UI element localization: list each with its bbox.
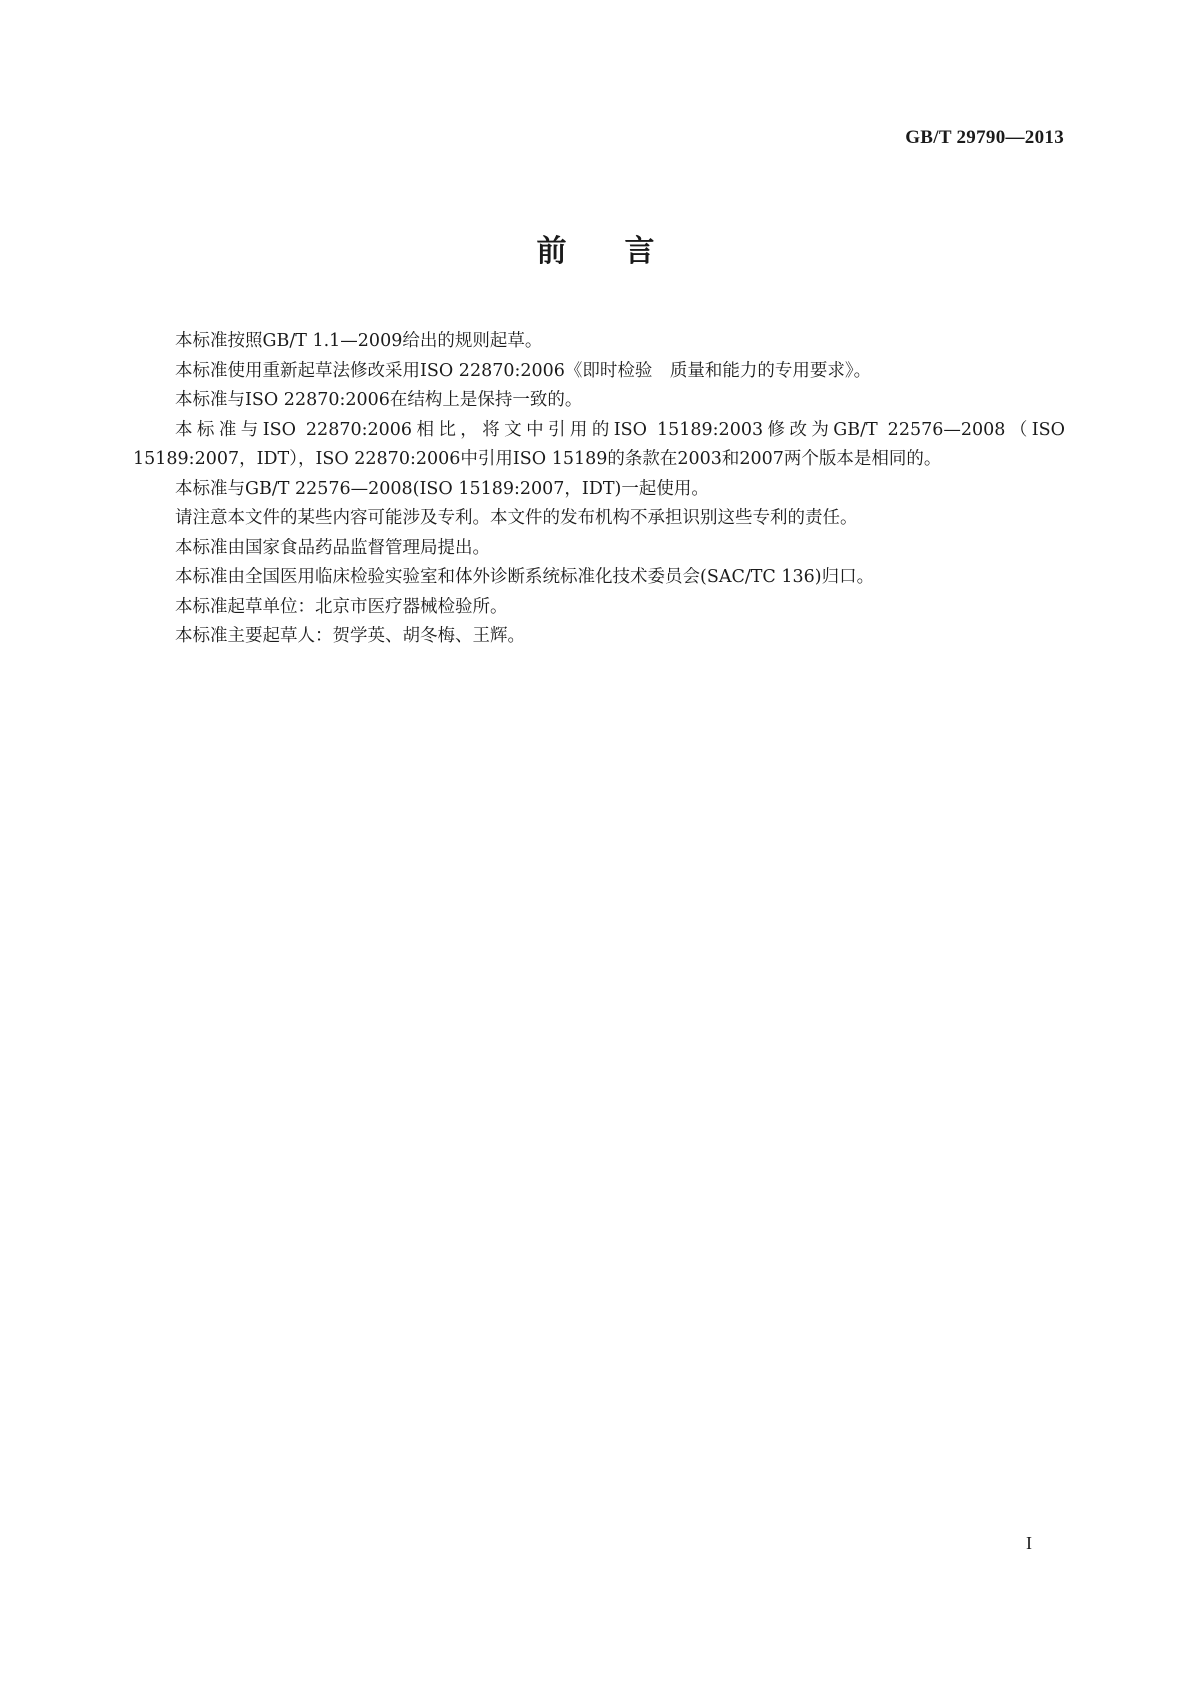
standard-number: GB/T 29790—2013 bbox=[905, 127, 1064, 148]
page-number: I bbox=[1026, 1533, 1032, 1553]
paragraph: 本标准与ISO 22870:2006在结构上是保持一致的。 bbox=[175, 390, 583, 410]
paragraph: 本标准主要起草人：贺学英、胡冬梅、王辉。 bbox=[175, 626, 525, 646]
foreword-body bbox=[133, 327, 1065, 652]
paragraph: 本标准与ISO 22870:2006相比，将文中引用的ISO 15189:2003修改为GB/T 22576—2008（ISO 15189:2007，IDT），ISO 22870:2006中引用ISO 15189的条款在2003和2007两个版本是相同的。 bbox=[133, 419, 1065, 469]
page-title: 前言 bbox=[536, 234, 713, 269]
paragraph: 本标准由国家食品药品监督管理局提出。 bbox=[175, 537, 490, 558]
paragraph: 本标准起草单位：北京市医疗器械检验所。 bbox=[175, 596, 508, 617]
paragraph: 本标准由全国医用临床检验实验室和体外诊断系统标准化技术委员会(SAC/TC 136)归口。 bbox=[175, 567, 875, 587]
paragraph: 本标准使用重新起草法修改采用ISO 22870:2006《即时检验 质量和能力的专用要求》。 bbox=[175, 360, 872, 381]
paragraph: 本标准与GB/T 22576—2008(ISO 15189:2007，IDT)一起使用。 bbox=[175, 478, 709, 499]
paragraph: 请注意本文件的某些内容可能涉及专利。本文件的发布机构不承担识别这些专利的责任。 bbox=[175, 508, 858, 528]
paragraph: 本标准按照GB/T 1.1—2009给出的规则起草。 bbox=[175, 331, 543, 351]
